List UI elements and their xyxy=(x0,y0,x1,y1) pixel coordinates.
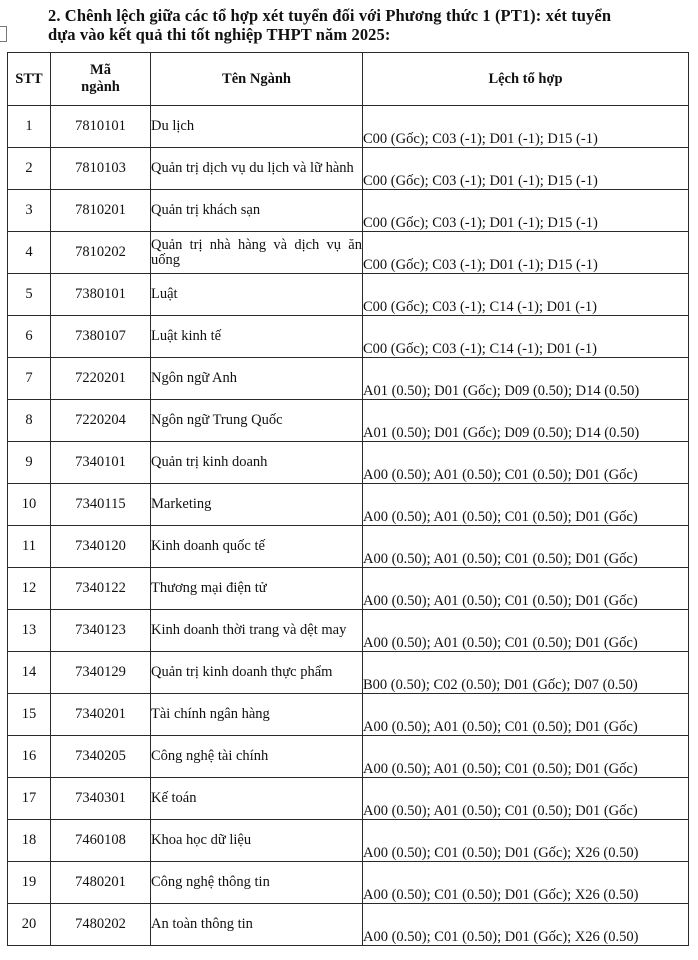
row-code-cell: 7810201 xyxy=(51,190,151,232)
row-name-cell: Luật kinh tế xyxy=(151,316,363,358)
header-code-line-1: Mã xyxy=(90,62,111,78)
row-combination-cell: A00 (0.50); A01 (0.50); C01 (0.50); D01 (Gốc) xyxy=(363,526,689,568)
row-name-cell: An toàn thông tin xyxy=(151,904,363,946)
row-stt-cell: 8 xyxy=(8,400,51,442)
row-code-cell: 7340115 xyxy=(51,484,151,526)
row-stt-cell: 9 xyxy=(8,442,51,484)
row-name-cell: Ngôn ngữ Anh xyxy=(151,358,363,400)
row-combination-cell: A00 (0.50); C01 (0.50); D01 (Gốc); X26 (0.50) xyxy=(363,862,689,904)
table-row xyxy=(8,274,689,316)
row-combination-cell: C00 (Gốc); C03 (-1); C14 (-1); D01 (-1) xyxy=(363,316,689,358)
row-name-cell: Ngôn ngữ Trung Quốc xyxy=(151,400,363,442)
table-row xyxy=(8,736,689,778)
row-stt-cell: 2 xyxy=(8,148,51,190)
row-name-cell: Tài chính ngân hàng xyxy=(151,694,363,736)
row-code-cell: 7380101 xyxy=(51,274,151,316)
row-name-cell: Quản trị nhà hàng và dịch vụ ăn uống xyxy=(151,232,363,274)
row-combination-cell: A00 (0.50); A01 (0.50); C01 (0.50); D01 (Gốc) xyxy=(363,610,689,652)
row-combination-cell: A00 (0.50); A01 (0.50); C01 (0.50); D01 (Gốc) xyxy=(363,484,689,526)
row-stt-cell: 10 xyxy=(8,484,51,526)
row-stt-cell: 20 xyxy=(8,904,51,946)
row-stt-cell: 15 xyxy=(8,694,51,736)
row-name-cell: Kinh doanh quốc tế xyxy=(151,526,363,568)
table-row xyxy=(8,232,689,274)
table-row xyxy=(8,106,689,148)
row-name-cell: Quản trị dịch vụ du lịch và lữ hành xyxy=(151,148,363,190)
row-code-cell: 7340101 xyxy=(51,442,151,484)
row-name-cell: Khoa học dữ liệu xyxy=(151,820,363,862)
heading-line-1: 2. Chênh lệch giữa các tổ hợp xét tuyển đối với Phương thức 1 (PT1): xét tuyển xyxy=(48,6,612,25)
table-row xyxy=(8,862,689,904)
section-heading xyxy=(48,6,688,44)
row-combination-cell: C00 (Gốc); C03 (-1); D01 (-1); D15 (-1) xyxy=(363,106,689,148)
row-combination-cell: C00 (Gốc); C03 (-1); D01 (-1); D15 (-1) xyxy=(363,232,689,274)
row-stt-cell: 16 xyxy=(8,736,51,778)
row-code-cell: 7340301 xyxy=(51,778,151,820)
row-name-cell: Thương mại điện tử xyxy=(151,568,363,610)
row-name-cell: Công nghệ thông tin xyxy=(151,862,363,904)
row-name-cell: Du lịch xyxy=(151,106,363,148)
row-combination-cell: A01 (0.50); D01 (Gốc); D09 (0.50); D14 (0.50) xyxy=(363,358,689,400)
table-row xyxy=(8,652,689,694)
row-code-cell: 7340120 xyxy=(51,526,151,568)
row-stt-cell: 6 xyxy=(8,316,51,358)
row-stt-cell: 19 xyxy=(8,862,51,904)
row-stt-cell: 13 xyxy=(8,610,51,652)
table-row xyxy=(8,442,689,484)
row-code-cell: 7810101 xyxy=(51,106,151,148)
row-stt-cell: 5 xyxy=(8,274,51,316)
row-stt-cell: 17 xyxy=(8,778,51,820)
row-combination-cell: A00 (0.50); C01 (0.50); D01 (Gốc); X26 (0.50) xyxy=(363,904,689,946)
table-row xyxy=(8,904,689,946)
row-combination-cell: C00 (Gốc); C03 (-1); D01 (-1); D15 (-1) xyxy=(363,148,689,190)
row-combination-cell: C00 (Gốc); C03 (-1); C14 (-1); D01 (-1) xyxy=(363,274,689,316)
row-combination-cell: A00 (0.50); A01 (0.50); C01 (0.50); D01 (Gốc) xyxy=(363,694,689,736)
header-combination: Lệch tổ hợp xyxy=(363,53,689,106)
row-stt-cell: 3 xyxy=(8,190,51,232)
table-row xyxy=(8,694,689,736)
row-name-cell: Kinh doanh thời trang và dệt may xyxy=(151,610,363,652)
row-code-cell: 7340201 xyxy=(51,694,151,736)
table-row xyxy=(8,484,689,526)
row-combination-cell: A00 (0.50); A01 (0.50); C01 (0.50); D01 (Gốc) xyxy=(363,442,689,484)
header-major-name: Tên Ngành xyxy=(151,53,363,106)
row-name-cell: Kế toán xyxy=(151,778,363,820)
table-row xyxy=(8,148,689,190)
row-combination-cell: A00 (0.50); A01 (0.50); C01 (0.50); D01 (Gốc) xyxy=(363,568,689,610)
row-combination-cell: A01 (0.50); D01 (Gốc); D09 (0.50); D14 (0.50) xyxy=(363,400,689,442)
table-row xyxy=(8,778,689,820)
table-header-row xyxy=(8,53,689,106)
row-code-cell: 7340123 xyxy=(51,610,151,652)
table-row xyxy=(8,526,689,568)
row-stt-cell: 18 xyxy=(8,820,51,862)
row-combination-cell: A00 (0.50); A01 (0.50); C01 (0.50); D01 (Gốc) xyxy=(363,736,689,778)
row-code-cell: 7340205 xyxy=(51,736,151,778)
row-stt-cell: 4 xyxy=(8,232,51,274)
row-combination-cell: B00 (0.50); C02 (0.50); D01 (Gốc); D07 (0.50) xyxy=(363,652,689,694)
row-stt-cell: 7 xyxy=(8,358,51,400)
table-body xyxy=(8,106,689,946)
row-name-cell: Luật xyxy=(151,274,363,316)
row-name-cell: Công nghệ tài chính xyxy=(151,736,363,778)
row-stt-cell: 11 xyxy=(8,526,51,568)
row-stt-cell: 1 xyxy=(8,106,51,148)
row-code-cell: 7220204 xyxy=(51,400,151,442)
heading-line-2: dựa vào kết quả thi tốt nghiệp THPT năm 2025: xyxy=(48,25,391,44)
row-combination-cell: A00 (0.50); C01 (0.50); D01 (Gốc); X26 (0.50) xyxy=(363,820,689,862)
header-code xyxy=(51,53,151,106)
row-code-cell: 7480201 xyxy=(51,862,151,904)
table-row xyxy=(8,820,689,862)
row-code-cell: 7380107 xyxy=(51,316,151,358)
table-row xyxy=(8,190,689,232)
row-name-cell: Quản trị kinh doanh thực phẩm xyxy=(151,652,363,694)
row-code-cell: 7480202 xyxy=(51,904,151,946)
table-row xyxy=(8,568,689,610)
row-name-cell: Quản trị kinh doanh xyxy=(151,442,363,484)
page-edge-marker xyxy=(0,26,7,42)
row-combination-cell: C00 (Gốc); C03 (-1); D01 (-1); D15 (-1) xyxy=(363,190,689,232)
row-combination-cell: A00 (0.50); A01 (0.50); C01 (0.50); D01 (Gốc) xyxy=(363,778,689,820)
row-code-cell: 7460108 xyxy=(51,820,151,862)
header-stt: STT xyxy=(8,53,51,106)
table-row xyxy=(8,316,689,358)
row-name-cell: Quản trị khách sạn xyxy=(151,190,363,232)
row-stt-cell: 12 xyxy=(8,568,51,610)
row-code-cell: 7810202 xyxy=(51,232,151,274)
row-name-cell: Marketing xyxy=(151,484,363,526)
table-row xyxy=(8,400,689,442)
header-code-line-2: ngành xyxy=(81,79,120,95)
combination-table xyxy=(7,52,689,946)
table-row xyxy=(8,610,689,652)
row-code-cell: 7810103 xyxy=(51,148,151,190)
row-code-cell: 7340122 xyxy=(51,568,151,610)
row-stt-cell: 14 xyxy=(8,652,51,694)
table-row xyxy=(8,358,689,400)
row-code-cell: 7340129 xyxy=(51,652,151,694)
row-code-cell: 7220201 xyxy=(51,358,151,400)
